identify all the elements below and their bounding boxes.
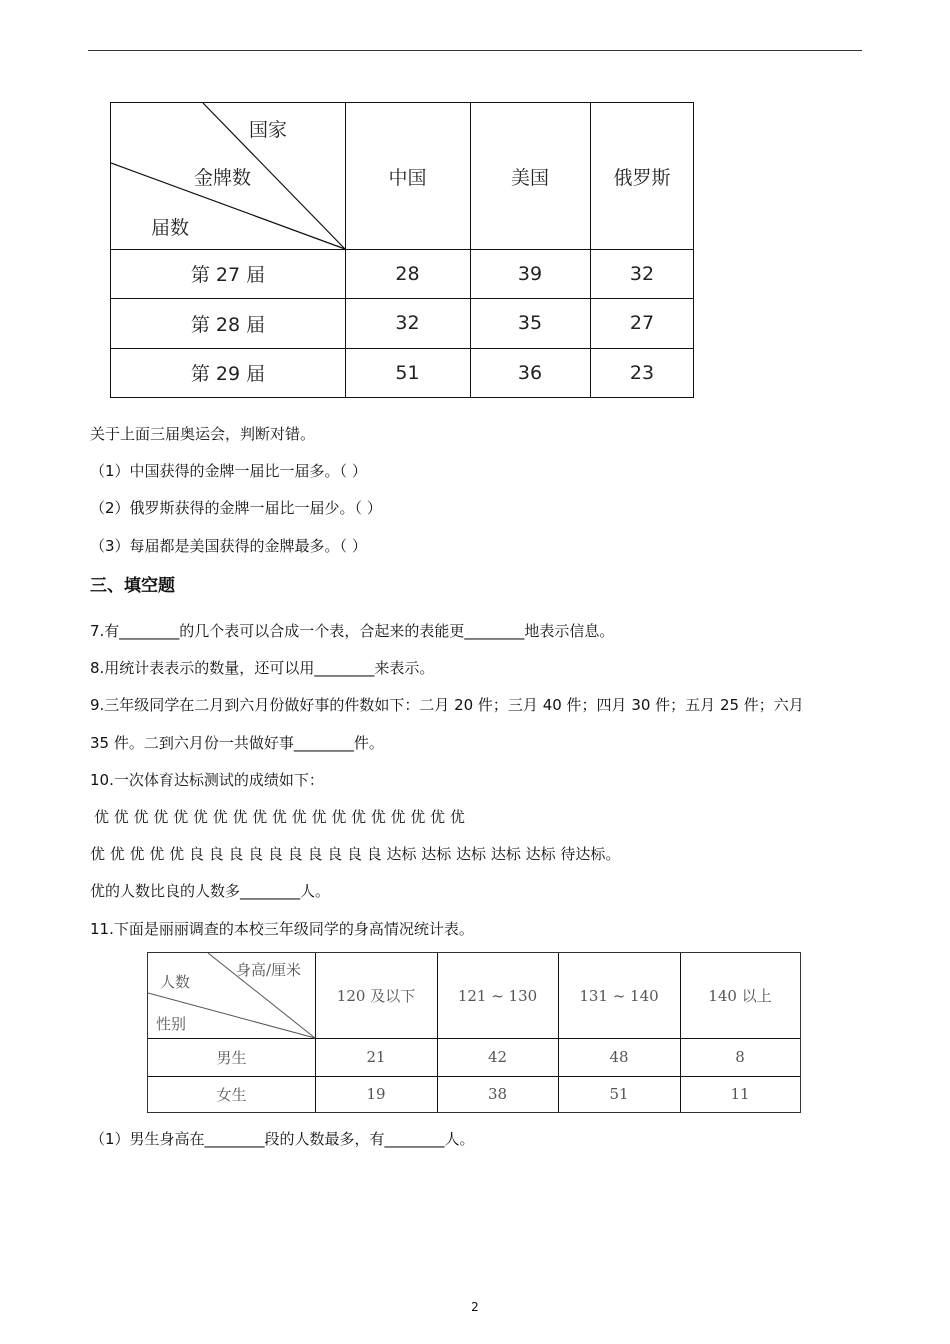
row-label: 第 27 届 [190,264,266,286]
page-number: 2 [471,1300,479,1314]
header-range: 131 ~ 140 [579,986,659,1005]
header-russia: 俄罗斯 [613,166,671,189]
table-cell: 8 [735,1048,745,1066]
question-9-line2: 35 件。二到六月份一共做好事________件。 [90,734,384,752]
corner-people: 人数 [160,973,191,991]
table-cell: 35 [517,312,543,334]
medal-table [110,102,694,398]
table-cell: 19 [366,1085,386,1103]
question-10-ask: 优的人数比良的人数多________人。 [90,882,331,900]
table-cell: 36 [517,361,543,384]
table-cell: 39 [517,262,543,285]
table-cell: 42 [487,1048,508,1066]
header-range: 140 以上 [708,987,772,1005]
table-cell: 32 [629,262,655,285]
table-cell: 38 [487,1085,508,1103]
table-cell: 21 [366,1048,386,1066]
corner-session: 届数 [151,217,190,239]
table-cell: 32 [395,312,420,334]
table-cell: 11 [730,1085,750,1103]
question-11-intro: 11.下面是丽丽调查的本校三年级同学的身高情况统计表。 [90,920,474,938]
header-range: 121 ~ 130 [457,986,538,1005]
question-10-intro: 10.一次体育达标测试的成绩如下： [90,771,324,789]
corner-country: 国家 [249,119,288,141]
height-table [147,952,801,1113]
section-title: 三、填空题 [90,576,175,596]
corner-height: 身高/厘米 [236,961,302,979]
table-cell: 51 [609,1085,629,1103]
header-range: 120 及以下 [336,987,416,1005]
question-8: 8.用统计表表示的数量，还可以用________来表示。 [90,659,435,677]
corner-medals: 金牌数 [194,167,252,189]
table-cell: 23 [629,361,655,384]
row-label: 男生 [216,1048,247,1067]
row-label: 女生 [216,1085,247,1104]
judge-intro: 关于上面三届奥运会，判断对错。 [90,425,316,443]
question-10-row1: 优 优 优 优 优 优 优 优 优 优 优 优 优 优 优 优 优 优 优 [94,808,465,826]
table-cell: 48 [609,1048,629,1066]
header-china: 中国 [388,166,427,189]
row-label: 第 28 届 [190,313,266,336]
table-cell: 28 [395,262,420,285]
question-10-row2: 优 优 优 优 优 良 良 良 良 良 良 良 良 良 良 达标 达标 达标 达标 达标 待达标。 [90,845,621,863]
question-9-line1: 9.三年级同学在二月到六月份做好事的件数如下：二月 20 件；三月 40 件；四月 30 件；五月 25 件；六月 [90,696,804,714]
question-7: 7.有________的几个表可以合成一个表，合起来的表能更________地表示信息。 [90,622,615,640]
table-cell: 27 [629,312,655,334]
table-cell: 51 [395,361,420,384]
header-rule [88,50,862,51]
corner-gender: 性别 [156,1015,187,1033]
judge-item-3: （3）每届都是美国获得的金牌最多。（ ） [90,537,367,555]
judge-item-1: （1）中国获得的金牌一届比一届多。（ ） [90,462,367,480]
judge-item-2: （2）俄罗斯获得的金牌一届比一届少。（ ） [90,499,382,517]
header-usa: 美国 [510,166,549,189]
row-label: 第 29 届 [190,363,266,385]
question-11-sub1: （1）男生身高在________段的人数最多，有________人。 [90,1130,475,1148]
